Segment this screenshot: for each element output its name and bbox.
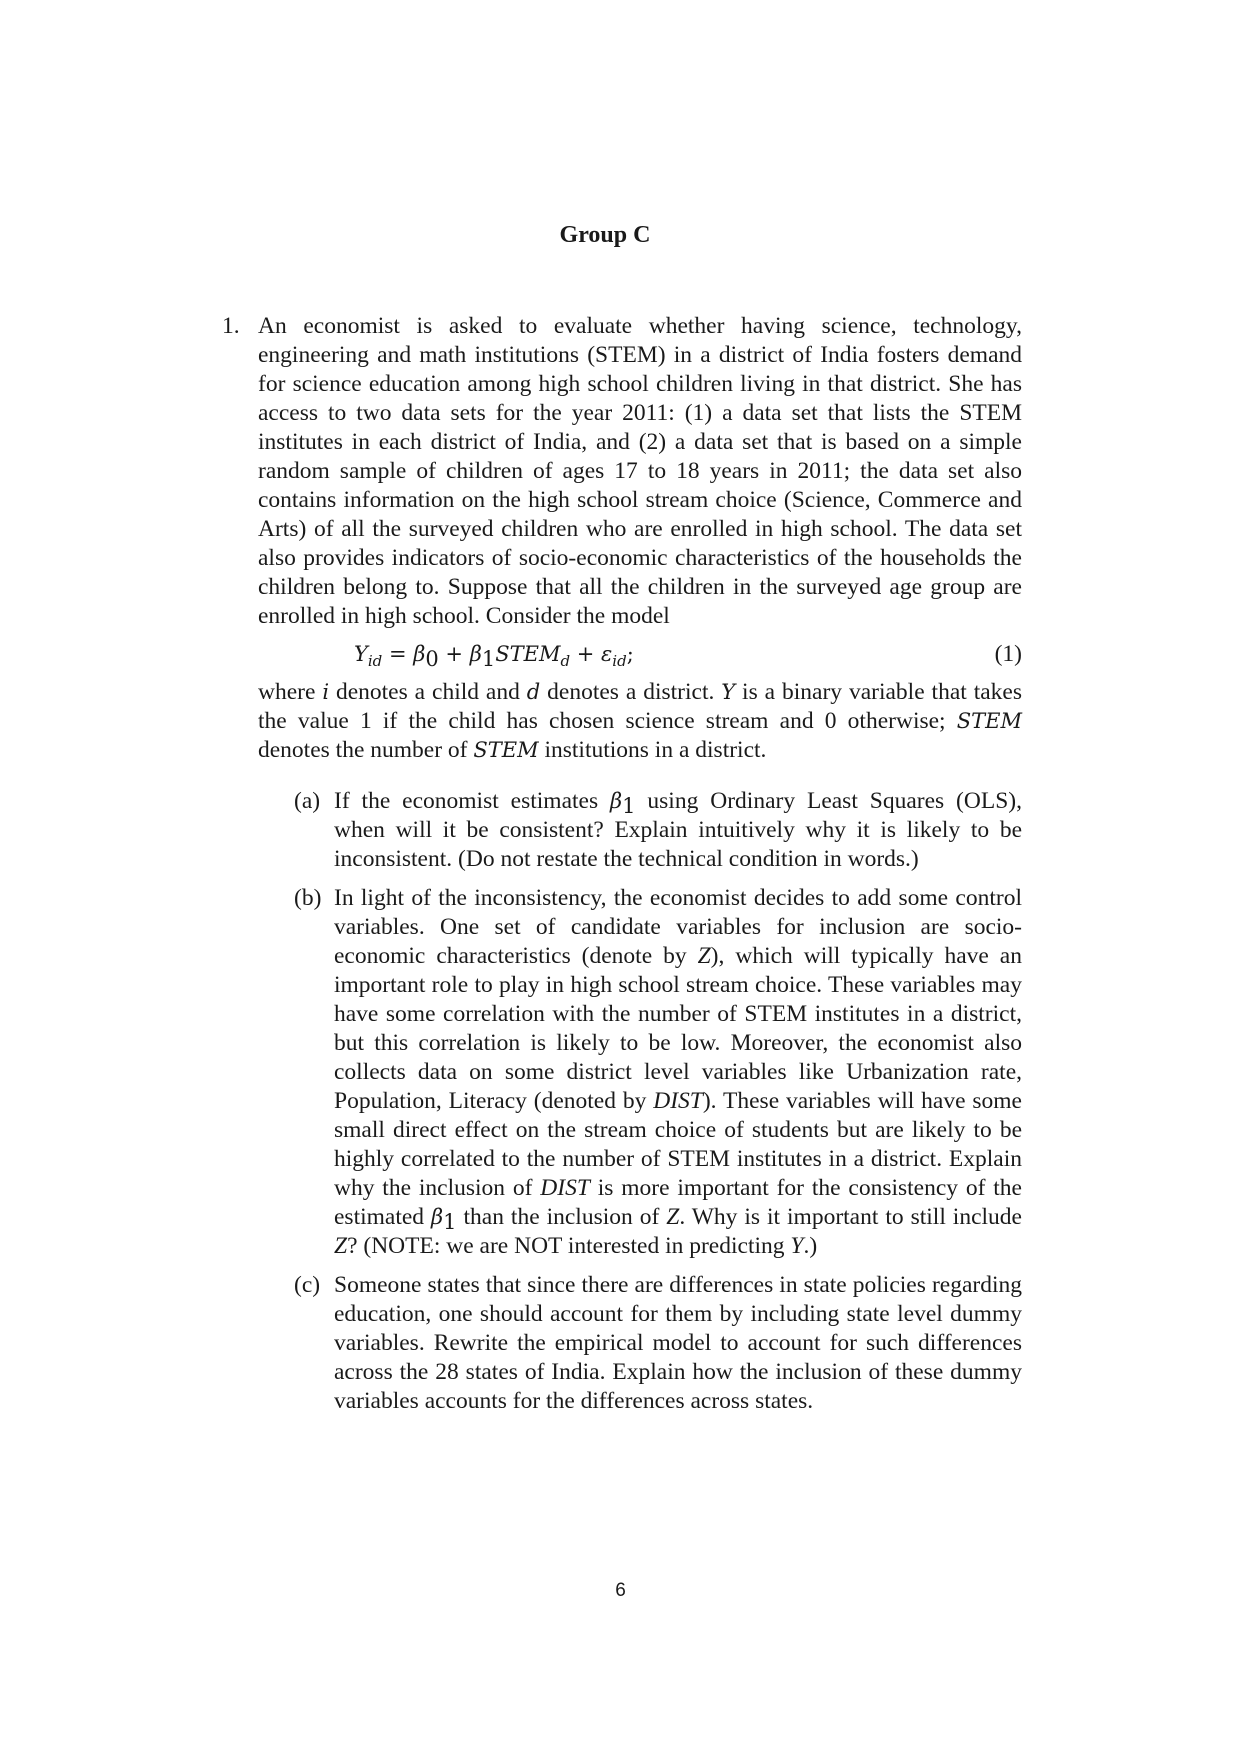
part-label: (c) bbox=[294, 1272, 321, 1298]
part-label: (b) bbox=[294, 885, 322, 911]
sub-questions bbox=[258, 787, 1022, 1416]
question-intro: An economist is asked to evaluate whether having science, technology, engineering and math institutions (STEM) in a district of India fosters demand for science education among high school children living in that district. She has access to two data sets for the year 2011: (1) a data set that lists the STEM institutes in each district of India, and (2) a data set that is based on a simple random sample of children of ages 17 to 18 years in 2011; the data set also contains information on the high school stream choice (Science, Commerce and Arts) of all the surveyed children who are enrolled in high school. The data set also provides indicators of socio-economic characteristics of the households the children belong to. Suppose that all the children in the surveyed age group are enrolled in high school. Consider the model bbox=[258, 313, 1022, 629]
part-b bbox=[258, 884, 1022, 1261]
part-a bbox=[258, 787, 1022, 874]
part-text: If the economist estimates $\beta_1$ using Ordinary Least Squares (OLS), when will it be consistent? Explain intuitively why it is likely to be inconsistent. (Do not restate the technical condition in words.) bbox=[334, 788, 1022, 872]
part-text: Someone states that since there are differences in state policies regarding education, one should account for them by including state level dummy variables. Rewrite the empirical model to account for such differences across the 28 states of India. Explain how the inclusion of these dummy variables accounts for the differences across states. bbox=[334, 1272, 1022, 1414]
page-number: 6 bbox=[615, 1580, 626, 1601]
section-title: Group C bbox=[559, 222, 651, 248]
model-equation bbox=[258, 640, 1022, 669]
equation-expression: $Y_{id} = \beta_0$ + $\beta_1STEM_d + \varepsilon_{id}$; bbox=[354, 642, 634, 671]
model-explanation: where i denotes a child and d denotes a district. Y is a binary variable that takes the value 1 if the child has chosen science stream and 0 otherwise; STEM denotes the number of STEM institutions in a district. bbox=[258, 679, 1022, 763]
part-label: (a) bbox=[294, 788, 321, 814]
equation-number: (1) bbox=[994, 641, 1022, 667]
question-body bbox=[258, 312, 1022, 1426]
part-c bbox=[258, 1271, 1022, 1416]
part-text: In light of the inconsistency, the economist decides to add some control variables. One set of candidate variables for inclusion are socio-economic characteristics (denote by Z), which will typically have an important role to play in high school stream choice. These variables may have some correlation with the number of STEM institutes in a district, but this correlation is likely to be low. Moreover, the economist also collects data on some district level variables like Urbanization rate, Population, Literacy (denoted by DIST). These variables will have some small direct effect on the stream choice of students but are likely to be highly correlated to the number of STEM institutes in a district. Explain why the inclusion of DIST is more important for the consistency of the estimated $\beta_1$ than the inclusion of Z. Why is it important to still include Z? (NOTE: we are NOT interested in predicting Y.) bbox=[334, 885, 1022, 1259]
question-number: 1. bbox=[222, 313, 240, 339]
